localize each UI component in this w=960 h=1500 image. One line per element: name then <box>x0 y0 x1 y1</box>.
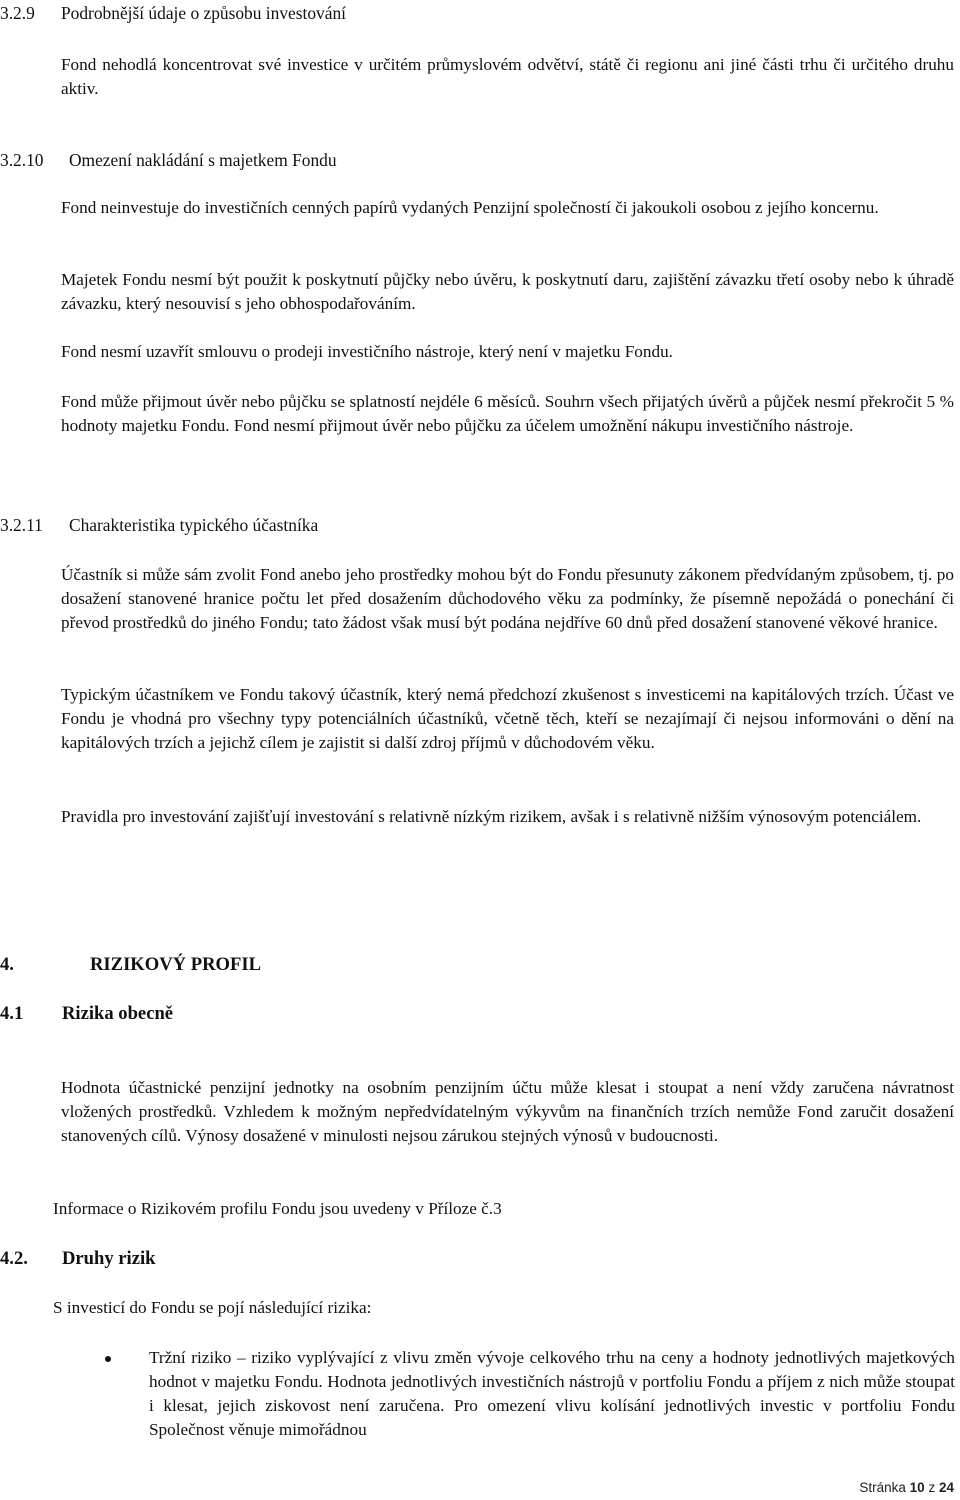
page-number: 10 <box>909 1480 925 1495</box>
section-number: 4.2. <box>0 1248 28 1269</box>
section-number: 3.2.11 <box>0 515 43 535</box>
paragraph: Majetek Fondu nesmí být použit k poskytnutí půjčky nebo úvěru, k poskytnutí daru, zajištění závazku třetí osoby nebo k úhradě závazku, který nesouvisí s jeho obhospodařováním. <box>61 270 954 313</box>
bullet-icon <box>105 1356 111 1362</box>
section-number: 3.2.10 <box>0 150 44 170</box>
section-title: RIZIKOVÝ PROFIL <box>90 954 261 975</box>
section-number: 4.1 <box>0 1003 24 1024</box>
paragraph: S investicí do Fondu se pojí následující rizika: <box>53 1298 372 1317</box>
list-item <box>105 1346 955 1442</box>
section-number: 3.2.9 <box>0 3 35 23</box>
section-3-2-10-heading <box>0 148 337 172</box>
paragraph: Fond může přijmout úvěr nebo půjčku se splatností nejdéle 6 měsíců. Souhrn všech přijatých úvěrů a půjček nesmí překročit 5 % hodnoty majetku Fondu. Fond nesmí přijmout úvěr nebo půjčku za účelem umožnění nákupu investičního nástroje. <box>61 392 954 435</box>
paragraph: Pravidla pro investování zajišťují investování s relativně nízkým rizikem, avšak i s relativně nižším výnosovým potenciálem. <box>61 807 922 826</box>
footer-separator: z <box>928 1480 936 1495</box>
paragraph: Fond neinvestuje do investičních cenných papírů vydaných Penzijní společností či jakoukoli osobou z jejího koncernu. <box>61 198 879 217</box>
page-total: 24 <box>938 1480 954 1495</box>
section-title: Podrobnější údaje o způsobu investování <box>61 3 346 23</box>
section-3-2-9-heading <box>0 1 346 25</box>
paragraph: Fond nesmí uzavřít smlouvu o prodeji investičního nástroje, který není v majetku Fondu. <box>61 342 673 361</box>
page-footer <box>859 1476 954 1500</box>
section-number: 4. <box>0 954 14 975</box>
paragraph: Účastník si může sám zvolit Fond anebo jeho prostředky mohou být do Fondu přesunuty zákonem předvídaným způsobem, tj. po dosažení stanovené hranice počtu let před dosažením důchodového věku za podmínky, že písemně nepožádá o ponechání či převod prostředků do jiného Fondu; tato žádost však musí být podána nejdříve 60 dnů před dosažení stanovené věkové hranice. <box>61 565 954 632</box>
section-title: Omezení nakládání s majetkem Fondu <box>69 150 337 170</box>
section-title: Rizika obecně <box>62 1003 174 1024</box>
footer-prefix: Stránka <box>859 1480 906 1495</box>
section-4-heading <box>0 953 261 977</box>
paragraph: Informace o Rizikovém profilu Fondu jsou uvedeny v Příloze č.3 <box>53 1199 502 1218</box>
section-title: Druhy rizik <box>62 1248 156 1269</box>
section-4-2-heading <box>0 1247 156 1271</box>
section-3-2-11-heading <box>0 513 318 537</box>
section-4-1-heading <box>0 1002 173 1026</box>
paragraph: Typickým účastníkem ve Fondu takový účastník, který nemá předchozí zkušenost s investicemi na kapitálových trzích. Účast ve Fondu je vhodná pro všechny typy potenciálních účastníků, včetně těch, kteří se nezajímají či nejsou informováni o dění na kapitálových trzích a jejichž cílem je zajistit si další zdroj příjmů v důchodovém věku. <box>61 685 954 752</box>
section-title: Charakteristika typického účastníka <box>69 515 319 535</box>
paragraph: Fond nehodlá koncentrovat své investice v určitém průmyslovém odvětví, státě či regionu ani jiné části trhu či určitého druhu aktiv. <box>61 55 954 98</box>
risk-list <box>105 1346 955 1442</box>
paragraph: Hodnota účastnické penzijní jednotky na osobním penzijním účtu může klesat i stoupat a není vždy zaručena návratnost vložených prostředků. Vzhledem k možným nepředvídatelným výkyvům na finančních trzích nemůže Fond zaručit dosažení stanovených cílů. Výnosy dosažené v minulosti nejsou zárukou stejných výnosů v budoucnosti. <box>61 1078 954 1145</box>
list-item-text: Tržní riziko – riziko vyplývající z vlivu změn vývoje celkového trhu na ceny a hodnoty jednotlivých majetkových hodnot v majetku Fondu. Hodnota jednotlivých investičních nástrojů v portfoliu Fondu a příjem z nich může stoupat i klesat, jejich ziskovost není zaručena. Pro omezení vlivu kolísání jednotlivých investic v portfoliu Fondu Společnost věnuje mimořádnou <box>149 1348 955 1439</box>
